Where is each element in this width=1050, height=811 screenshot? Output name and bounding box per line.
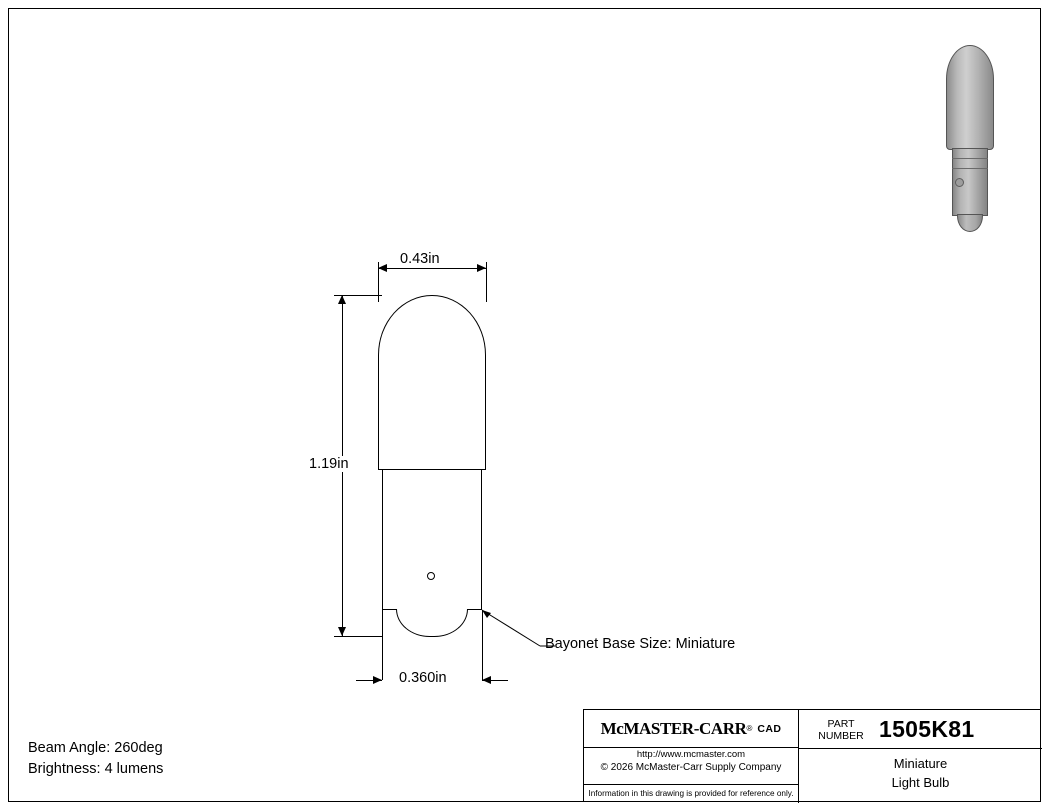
iso-bayonet-pin-icon bbox=[955, 178, 964, 187]
bayonet-base-callout: Bayonet Base Size: Miniature bbox=[545, 636, 736, 652]
bulb-base-lower-sides bbox=[382, 595, 482, 610]
company-url: http://www.mcmaster.com bbox=[636, 749, 746, 760]
bayonet-pin-icon bbox=[427, 572, 435, 580]
description-line2: Light Bulb bbox=[891, 775, 950, 790]
part-label-line1: PART bbox=[827, 718, 855, 730]
front-view-drawing bbox=[300, 240, 780, 700]
brightness-note: Brightness: 4 lumens bbox=[28, 761, 164, 777]
iso-base-ring-1 bbox=[952, 158, 988, 159]
arrow-bottom-left-icon bbox=[373, 676, 382, 684]
dim-overall-height-label: 1.19in bbox=[306, 456, 352, 472]
title-block-left bbox=[584, 710, 799, 803]
cad-badge: CAD bbox=[757, 722, 782, 735]
part-label-line2: NUMBER bbox=[818, 730, 864, 742]
iso-bulb-glass bbox=[946, 45, 994, 150]
bulb-tip-outline bbox=[396, 609, 468, 637]
title-block-divider bbox=[799, 748, 1042, 749]
isometric-bulb-view bbox=[930, 40, 1010, 230]
arrow-bottom-right-icon bbox=[482, 676, 491, 684]
title-block bbox=[583, 709, 1041, 802]
iso-bulb-tip bbox=[957, 214, 983, 232]
company-logo bbox=[584, 710, 798, 748]
part-number-label bbox=[807, 718, 875, 742]
ext-line-top-right bbox=[486, 262, 487, 302]
bulb-base-outline bbox=[382, 470, 482, 610]
arrow-top-left-icon bbox=[378, 264, 387, 272]
registered-mark: ® bbox=[746, 724, 753, 733]
ext-line-height-bottom bbox=[334, 636, 382, 637]
arrow-top-right-icon bbox=[477, 264, 486, 272]
dim-line-top-width bbox=[378, 268, 486, 269]
dim-base-width-label: 0.360in bbox=[396, 670, 450, 686]
bulb-glass-outline bbox=[378, 295, 486, 470]
dim-top-width-label: 0.43in bbox=[397, 251, 443, 267]
iso-base-ring-2 bbox=[952, 168, 988, 169]
part-description bbox=[799, 754, 1042, 792]
specification-notes bbox=[28, 738, 163, 780]
description-line1: Miniature bbox=[893, 756, 948, 771]
company-name: McMASTER-CARR bbox=[600, 718, 747, 738]
arrow-height-bottom-icon bbox=[338, 627, 346, 636]
ext-line-bottom-left bbox=[382, 610, 383, 680]
beam-angle-note: Beam Angle: 260deg bbox=[28, 740, 163, 756]
arrow-height-top-icon bbox=[338, 295, 346, 304]
part-number-value: 1505K81 bbox=[879, 716, 975, 742]
title-block-right bbox=[799, 710, 1042, 803]
copyright-text: © 2026 McMaster-Carr Supply Company bbox=[600, 762, 782, 773]
reference-note: Information in this drawing is provided for reference only. bbox=[584, 784, 798, 803]
